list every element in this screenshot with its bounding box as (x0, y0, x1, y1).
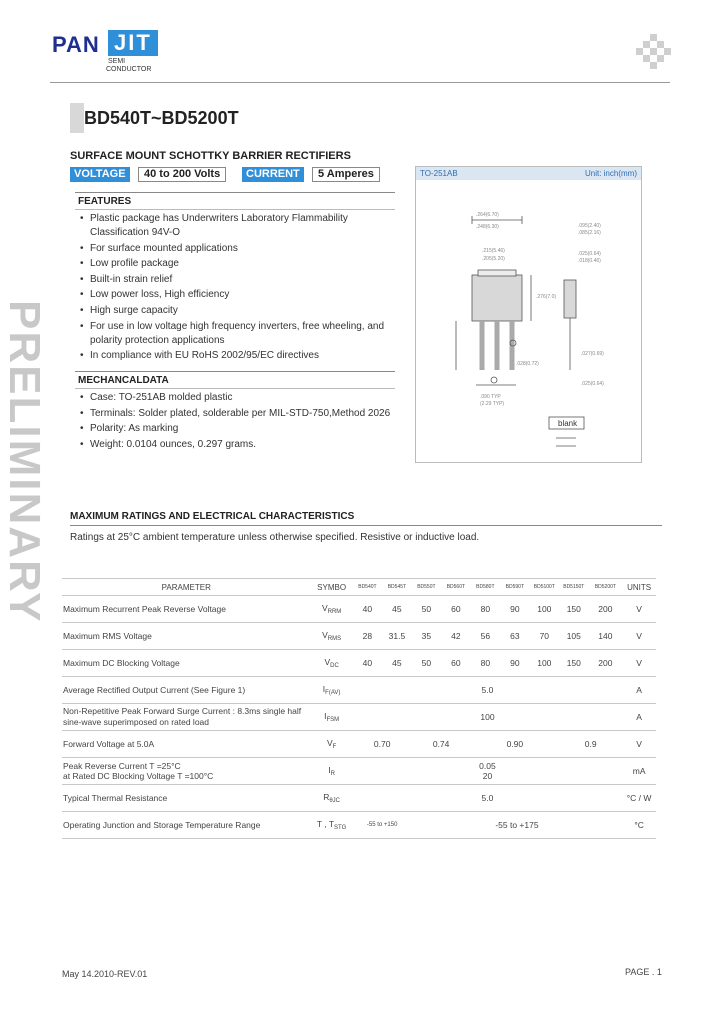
watermark: PRELIMINARY (0, 300, 49, 624)
svg-text:.248(6.30): .248(6.30) (476, 224, 499, 230)
unit-cell: V (622, 623, 656, 650)
col-header: BD540T (353, 579, 382, 596)
footer-date: May 14.2010-REV.01 (62, 969, 148, 979)
unit-cell: A (622, 704, 656, 731)
svg-text:.276(7.0): .276(7.0) (536, 294, 557, 300)
ratings-heading: MAXIMUM RATINGS AND ELECTRICAL CHARACTERISTICS (70, 511, 355, 522)
symbol-cell: $I_{FSM}$ (311, 704, 353, 731)
table-row (62, 758, 656, 785)
col-header: BD5200T (589, 579, 623, 596)
features-rule-top (75, 192, 395, 193)
param-cell: Forward Voltage at 5.0A (62, 731, 311, 758)
top-divider (50, 82, 670, 83)
ratings-rule (70, 525, 662, 526)
list-item: • Polarity: As marking (78, 422, 408, 436)
package-blank-label: blank (558, 419, 578, 428)
table-row (62, 785, 656, 812)
page-title: BD540T~BD5200T (84, 108, 239, 128)
value-cell: 100 (530, 596, 559, 623)
value-cell: 50 (412, 596, 441, 623)
list-item: • In compliance with EU RoHS 2002/95/EC directives (78, 349, 398, 363)
value-cell: 35 (412, 623, 441, 650)
param-cell: Maximum DC Blocking Voltage (62, 650, 311, 677)
value-cell: 45 (382, 596, 411, 623)
table-row (62, 677, 656, 704)
current-label: CURRENT (242, 167, 304, 182)
value-cell: 42 (441, 623, 470, 650)
param-cell: Maximum Recurrent Peak Reverse Voltage (62, 596, 311, 623)
value-cell: 0.70 (353, 731, 412, 758)
param-cell: Operating Junction and Storage Temperature Range (62, 812, 311, 839)
svg-text:.018(0.46): .018(0.46) (578, 258, 601, 264)
svg-text:.027(0.69): .027(0.69) (581, 351, 604, 357)
logo-jit: JIT (108, 30, 158, 56)
symbol-cell: $V_{RMS}$ (311, 623, 353, 650)
value-cell: -55 to +150 (353, 812, 412, 839)
symbol-cell: $R_{\theta JC}$ (311, 785, 353, 812)
table-row (62, 623, 656, 650)
list-item: • Terminals: Solder plated, solderable per MIL-STD-750,Method 2026 (78, 407, 408, 421)
param-cell: Peak Reverse Current T =25°C at Rated DC Blocking Voltage T =100°C (62, 758, 311, 785)
table-row (62, 704, 656, 731)
svg-text:.264(6.70): .264(6.70) (476, 212, 499, 218)
package-unit: Unit: inch(mm) (584, 169, 637, 178)
value-cell: 105 (559, 623, 588, 650)
col-header: BD580T (471, 579, 500, 596)
value-cell: 60 (441, 650, 470, 677)
value-cell: 140 (589, 623, 623, 650)
unit-cell: °C (622, 812, 656, 839)
value-cell: -55 to +175 (412, 812, 623, 839)
list-item: • Low profile package (78, 257, 398, 271)
param-cell: Maximum RMS Voltage (62, 623, 311, 650)
col-header: BD5150T (559, 579, 588, 596)
list-item: • For surface mounted applications (78, 242, 398, 256)
unit-cell: V (622, 596, 656, 623)
footer-page: PAGE . 1 (625, 967, 662, 977)
value-cell: 50 (412, 650, 441, 677)
value-cell: 150 (559, 596, 588, 623)
col-header: PARAMETER (62, 579, 311, 596)
unit-cell: V (622, 650, 656, 677)
product-subtitle: SURFACE MOUNT SCHOTTKY BARRIER RECTIFIERS (70, 150, 351, 162)
value-cell: 70 (530, 623, 559, 650)
value-cell: 0.74 (412, 731, 471, 758)
voltage-value: 40 to 200 Volts (138, 167, 226, 182)
value-cell: 0.90 (471, 731, 559, 758)
logo-subtitle (106, 58, 151, 74)
unit-cell: V (622, 731, 656, 758)
svg-text:.095(2.40): .095(2.40) (578, 223, 601, 229)
symbol-cell: $I_R$ (311, 758, 353, 785)
svg-text:.028(0.72): .028(0.72) (516, 361, 539, 367)
table-row (62, 731, 656, 758)
value-cell: 31.5 (382, 623, 411, 650)
unit-cell: A (622, 677, 656, 704)
unit-cell: mA (622, 758, 656, 785)
symbol-cell: $V_{DC}$ (311, 650, 353, 677)
features-rule-bottom (75, 209, 395, 210)
list-item: • Built-in strain relief (78, 273, 398, 287)
col-header: SYMBO (311, 579, 353, 596)
value-cell: 90 (500, 650, 529, 677)
table-header-row (62, 579, 656, 596)
value-cell: 90 (500, 596, 529, 623)
svg-text:.025(0.64): .025(0.64) (581, 381, 604, 387)
package-header (416, 167, 641, 180)
symbol-cell: T , $T_{STG}$ (311, 812, 353, 839)
symbol-cell: $I_{F(AV)}$ (311, 677, 353, 704)
value-cell: 200 (589, 650, 623, 677)
value-cell: 100 (530, 650, 559, 677)
col-header: UNITS (622, 579, 656, 596)
value-cell: 63 (500, 623, 529, 650)
value-cell: 150 (559, 650, 588, 677)
svg-text:.090 TYP: .090 TYP (480, 394, 501, 400)
value-cell: 60 (441, 596, 470, 623)
svg-text:.205(5.20): .205(5.20) (482, 256, 505, 262)
mech-rule-bottom (75, 388, 395, 389)
svg-text:.085(2.16): .085(2.16) (578, 230, 601, 236)
col-header: BD5100T (530, 579, 559, 596)
value-cell: 28 (353, 623, 382, 650)
col-header: BD545T (382, 579, 411, 596)
package-outline-diagram (416, 180, 641, 462)
mech-rule-top (75, 371, 395, 372)
value-cell: 80 (471, 596, 500, 623)
spec-row (70, 167, 400, 183)
value-cell: 40 (353, 650, 382, 677)
value-cell: 40 (353, 596, 382, 623)
value-cell: 200 (589, 596, 623, 623)
list-item: • Plastic package has Underwriters Laboratory Flammability Classification 94V-O (78, 212, 398, 240)
features-heading: FEATURES (78, 196, 132, 207)
svg-text:(2.29 TYP): (2.29 TYP) (480, 401, 505, 407)
features-list (78, 212, 398, 365)
ratings-table (62, 578, 656, 839)
list-item: • For use in low voltage high frequency inverters, free wheeling, and polarity protection applications (78, 320, 398, 348)
list-item: • High surge capacity (78, 304, 398, 318)
title-accent (70, 103, 84, 133)
value-cell: 5.0 (353, 677, 623, 704)
value-cell: 45 (382, 650, 411, 677)
list-item: • Low power loss, High efficiency (78, 288, 398, 302)
voltage-label: VOLTAGE (70, 167, 130, 182)
symbol-cell: $V_F$ (311, 731, 353, 758)
list-item: • Case: TO-251AB molded plastic (78, 391, 408, 405)
package-name: TO-251AB (420, 169, 458, 178)
param-cell: Non-Repetitive Peak Forward Surge Current : 8.3ms single half sine-wave superimposed on rated load (62, 704, 311, 731)
logo-pan: PAN (52, 32, 100, 57)
col-header: BD550T (412, 579, 441, 596)
logo-sub1: SEMI (108, 58, 126, 65)
table-row (62, 812, 656, 839)
table-row (62, 650, 656, 677)
list-item: • Weight: 0.0104 ounces, 0.297 grams. (78, 438, 408, 452)
svg-text:.215(5.46): .215(5.46) (482, 248, 505, 254)
table-row (62, 596, 656, 623)
value-cell: 0.9 (559, 731, 622, 758)
unit-cell: °C / W (622, 785, 656, 812)
current-value: 5 Amperes (312, 167, 380, 182)
value-cell: 0.05 20 (353, 758, 623, 785)
value-cell: 100 (353, 704, 623, 731)
value-cell: 80 (471, 650, 500, 677)
package-drawing (415, 166, 642, 463)
col-header: BD560T (441, 579, 470, 596)
mechanical-list (78, 391, 408, 453)
value-cell: 56 (471, 623, 500, 650)
mechanical-heading: MECHANCALDATA (78, 375, 169, 386)
logo-sub2: CONDUCTOR (106, 66, 152, 73)
param-cell: Average Rectified Output Current (See Figure 1) (62, 677, 311, 704)
decor-squares-icon (636, 34, 672, 70)
value-cell: 5.0 (353, 785, 623, 812)
symbol-cell: $V_{RRM}$ (311, 596, 353, 623)
col-header: BD590T (500, 579, 529, 596)
svg-text:.025(0.64): .025(0.64) (578, 251, 601, 257)
param-cell: Typical Thermal Resistance (62, 785, 311, 812)
ratings-note: Ratings at 25°C ambient temperature unless otherwise specified. Resistive or inductive load. (70, 532, 480, 543)
